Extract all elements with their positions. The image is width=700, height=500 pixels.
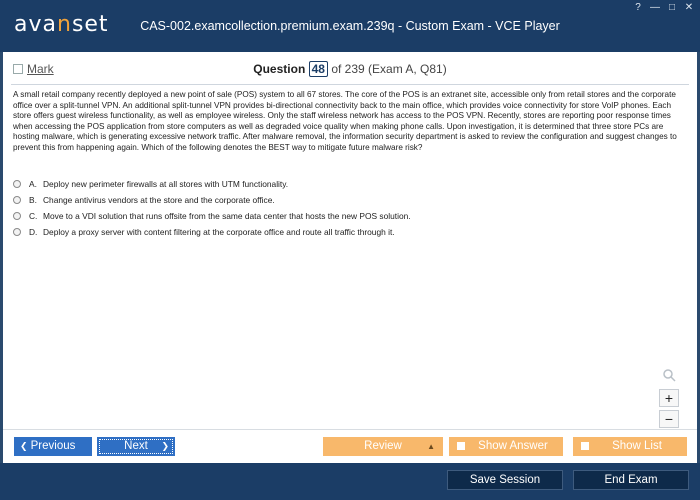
close-icon[interactable]: ✕ (684, 2, 694, 13)
zoom-out-button[interactable]: − (659, 410, 679, 428)
end-exam-button[interactable]: End Exam (573, 470, 689, 490)
previous-button[interactable] (14, 437, 92, 456)
show-answer-button[interactable] (449, 437, 563, 456)
magnifier-icon (662, 368, 676, 382)
navigation-bar (3, 430, 697, 463)
maximize-icon[interactable]: □ (668, 2, 676, 13)
footer-bar (0, 463, 700, 500)
zoom-in-button[interactable]: + (659, 389, 679, 407)
chevron-left-icon: ❮ (20, 441, 28, 451)
question-panel (3, 52, 697, 429)
checkbox-icon (581, 442, 589, 450)
review-button[interactable] (323, 437, 443, 456)
choice-text: Move to a VDI solution that runs offsite from the same data center that hosts the new POS solution. (43, 211, 411, 221)
show-list-label: Show List (612, 440, 662, 452)
question-of-total: of 239 (Exam A, Q81) (331, 62, 447, 76)
radio-button[interactable] (13, 228, 21, 236)
title-bar (0, 0, 700, 52)
logo-text-start: ava (14, 12, 57, 37)
window-controls (633, 3, 694, 13)
choice-d[interactable] (13, 224, 687, 240)
help-icon[interactable]: ? (635, 2, 641, 13)
question-header (3, 52, 697, 84)
previous-label: Previous (30, 440, 76, 452)
choice-c[interactable] (13, 208, 687, 224)
radio-button[interactable] (13, 180, 21, 188)
choice-a[interactable] (13, 176, 687, 192)
question-number: 48 (309, 61, 328, 77)
choice-letter: D. (29, 227, 38, 237)
choice-letter: A. (29, 179, 37, 189)
radio-button[interactable] (13, 212, 21, 220)
question-text: A small retail company recently deployed a new point of sale (POS) system to all 67 stores. The core of the POS is an extranet site, accessible only from retail stores and the corporate office over a split-tunnel VPN. An additional split-tunnel VPN provides bi-directional connectivity back to the main office, which provides voice connectivity for store VoIP phones. Each store offers guest wireless functionality, as well as employee wireless. Only the staff wireless network has access to the POS VPN. Recently, stores are reporting poor response times when accessing the POS application from store computers as well as degraded voice quality when making phone calls. Upon investigation, it is determined that three store PCs are hosting malware, which is generating excessive network traffic. After malware removal, the information security department is asked to review the configuration and suggest changes to prevent this from happening again. Which of the following denotes the BEST way to mitigate future malware risk? (13, 90, 677, 152)
radio-button[interactable] (13, 196, 21, 204)
window-title: CAS-002.examcollection.premium.exam.239q - Custom Exam - VCE Player (140, 19, 560, 33)
choice-text: Deploy new perimeter firewalls at all stores with UTM functionality. (43, 179, 289, 189)
mark-label: Mark (27, 62, 54, 76)
question-label: Question (253, 62, 306, 76)
choice-b[interactable] (13, 192, 687, 208)
next-label: Next (124, 440, 148, 452)
minimize-icon[interactable]: — (650, 2, 660, 13)
save-session-button[interactable]: Save Session (447, 470, 563, 490)
header-divider (11, 84, 689, 85)
choice-letter: C. (29, 211, 38, 221)
logo-text-accent: n (56, 12, 72, 37)
next-button[interactable] (97, 437, 175, 456)
checkbox-icon (457, 442, 465, 450)
question-counter (3, 61, 697, 77)
review-label: Review (364, 440, 402, 452)
choice-letter: B. (29, 195, 37, 205)
choice-text: Change antivirus vendors at the store and the corporate office. (43, 195, 275, 205)
show-list-button[interactable] (573, 437, 687, 456)
triangle-up-icon: ▲ (427, 442, 435, 451)
chevron-right-icon: ❯ (161, 441, 169, 451)
show-answer-label: Show Answer (478, 440, 548, 452)
logo-text-end: set (71, 12, 109, 37)
choice-text: Deploy a proxy server with content filtering at the corporate office and route all traffic through it. (43, 227, 395, 237)
zoom-controls (659, 368, 679, 428)
answer-choices (13, 176, 687, 240)
